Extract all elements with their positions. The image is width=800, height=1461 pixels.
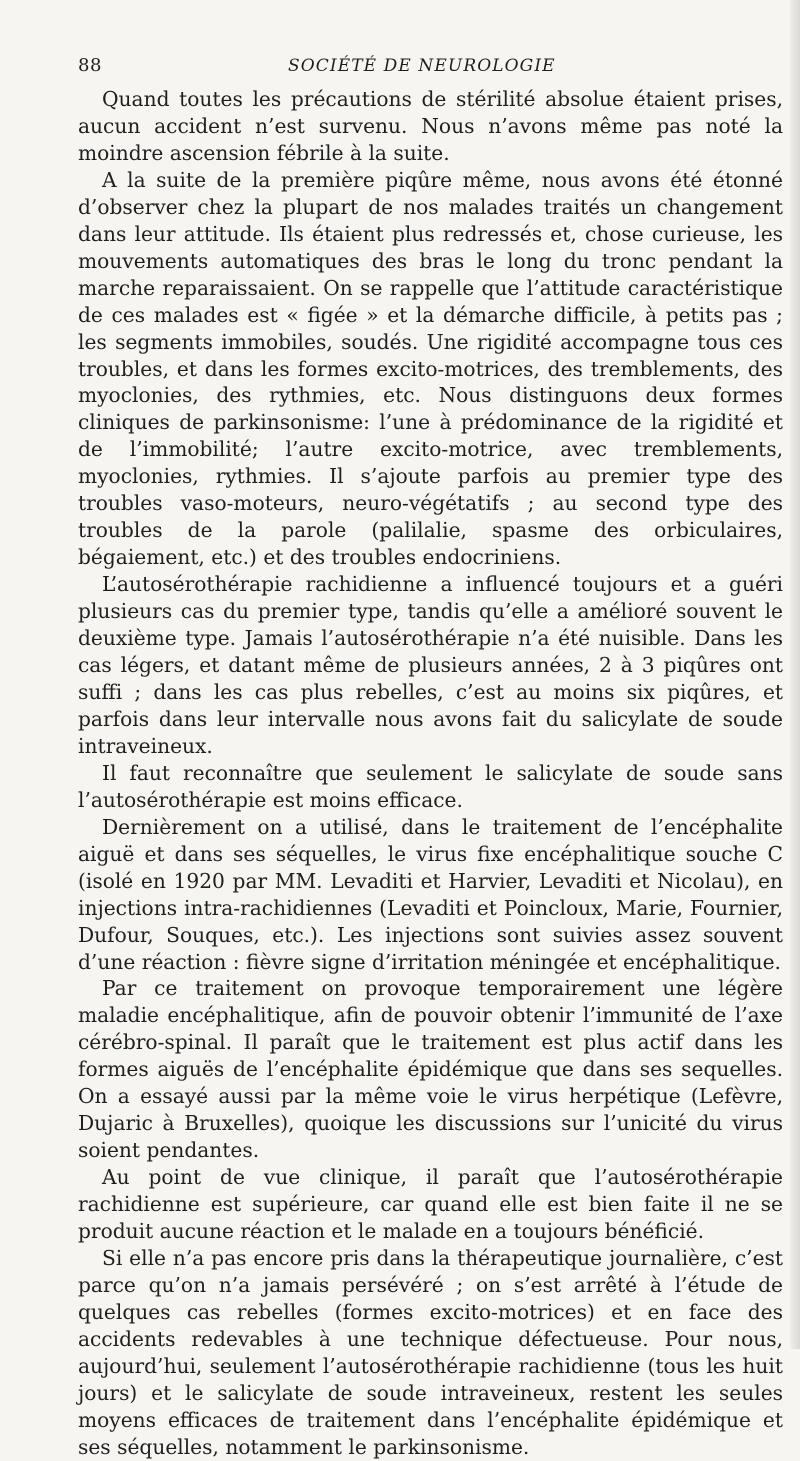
paragraph-5: Dernièrement on a utilisé, dans le traitement de l’encéphalite aiguë et dans ses séquelles, le virus fixe encéphalitique souche C (isolé en 1920 par MM. Levaditi et Harvier, Levaditi et Nicolau), en injections intra-rachidiennes (Levaditi et Poincloux, Marie, Fournier, Dufour, Souques, etc.). Les injections sont suivies assez souvent d’une réaction : fièvre signe d’irritation méningée et encéphalitique. <box>78 814 783 974</box>
paragraph-4: Il faut reconnaître que seulement le salicylate de soude sans l’autosérothérapie est moins efficace. <box>78 760 783 812</box>
paragraph-1: Quand toutes les précautions de stérilité absolue étaient prises, aucun accident n’est survenu. Nous n’avons même pas noté la moindre ascension fébrile à la suite. <box>78 87 783 165</box>
paragraph-3: L’autosérothérapie rachidienne a influencé toujours et a guéri plusieurs cas du premier type, tandis qu’elle a amélioré souvent le deuxième type. Jamais l’autosérothérapie n’a été nuisible. Dans les cas légers, et datant même de plusieurs années, 2 à 3 piqûres ont suffi ; dans les cas plus rebelles, c’est au moins six piqûres, et parfois dans leur intervalle nous avons fait du salicylate de soude intraveineux. <box>78 572 783 758</box>
paragraph-7: Au point de vue clinique, il paraît que l’autosérothérapie rachidienne est supérieure, car quand elle est bien faite il ne se produit aucune réaction et le malade en a toujours bénéficié. <box>78 1165 783 1244</box>
paragraph-6: Par ce traitement on provoque temporairement une légère maladie encéphalitique, afin de pouvoir obtenir l’immunité de l’axe cérébro-spinal. Il paraît que le traitement est plus actif dans les formes aiguës de l’encéphalite épidémique que dans ses sequelles. On a essayé aussi par la même voie le virus herpétique (Lefèvre, Dujaric à Bruxelles), quoique les discussions sur l’unicité du virus soient pendantes. <box>78 976 783 1163</box>
page-edge <box>790 0 800 1349</box>
page-number: 88 <box>78 55 102 76</box>
page-header <box>78 55 718 83</box>
paragraph-2: A la suite de la première piqûre même, nous avons été étonné d’observer chez la plupart de nos malades traités un changement dans leur attitude. Ils étaient plus redressés et, chose curieuse, les mouvements automatiques des bras le long du tronc pendant la marche reparaissaient. On se rappelle que l’attitude caractéristique de ces malades est « figée » et la démarche difficile, à petits pas ; les segments immobiles, soudés. Une rigidité accompagne tous ces troubles, et dans les formes excito-motrices, des tremblements, des myoclonies, des rythmies, etc. Nous distinguons deux formes cliniques de parkinsonisme: l’une à prédominance de la rigidité et de l’immobilité; l’autre excito-motrice, avec tremblements, myoclonies, rythmies. Il s’ajoute parfois au premier type des troubles vaso-moteurs, neuro-végétatifs ; au second type des troubles de la parole (palilalie, spasme des orbiculaires, bégaiement, etc.) et des troubles endocriniens. <box>78 167 783 570</box>
body-text <box>78 86 783 1461</box>
paragraph-8: Si elle n’a pas encore pris dans la thérapeutique journalière, c’est parce qu’on n’a jamais persévéré ; on s’est arrêté à l’étude de quelques cas rebelles (formes excito-motrices) et en face des accidents redevables à une technique défectueuse. Pour nous, aujourd’hui, seulement l’autosérothérapie rachidienne (tous les huit jours) et le salicylate de soude intraveineux, restent les seules moyens efficaces de traitement dans l’encéphalite épidémique et ses séquelles, notamment le parkinsonisme. <box>78 1245 783 1459</box>
running-title: SOCIÉTÉ DE NEUROLOGIE <box>288 56 556 76</box>
